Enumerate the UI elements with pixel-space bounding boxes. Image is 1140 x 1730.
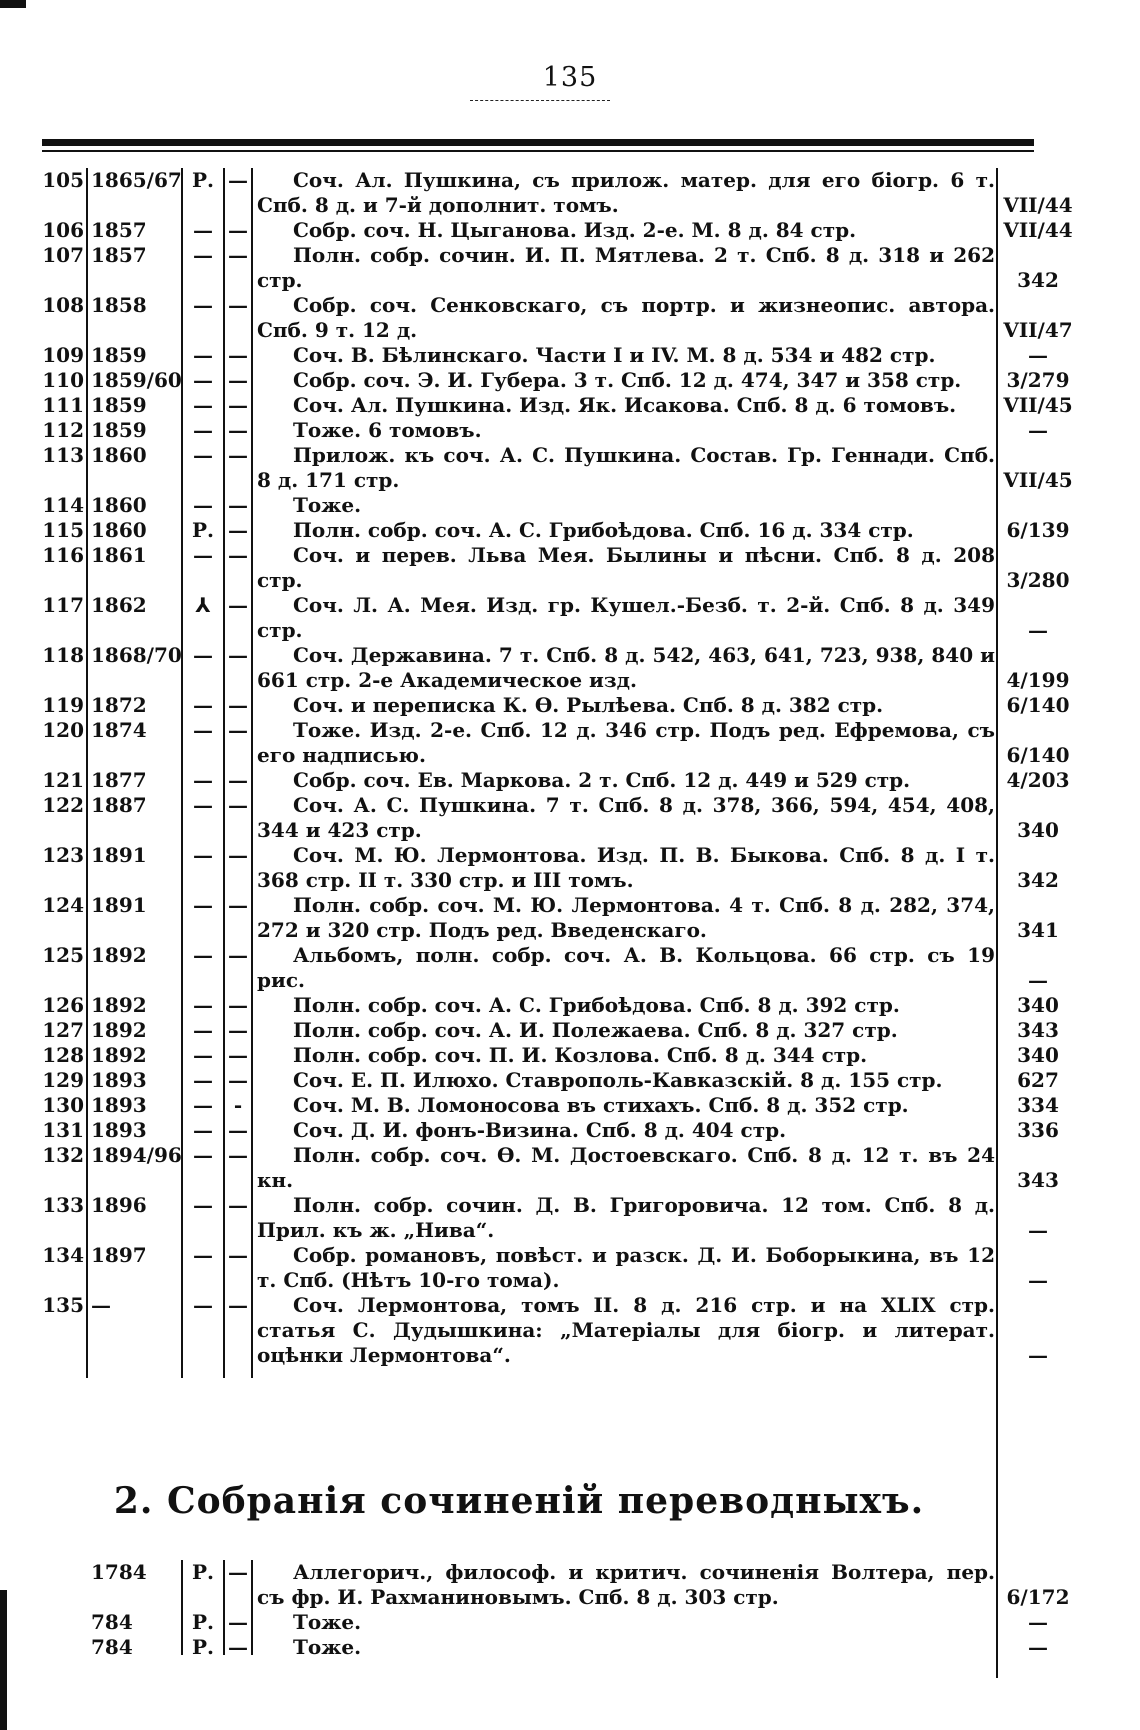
entry-description: Соч. и переписка К. Ѳ. Рылѣева. Спб. 8 д. 382 стр. — [293, 693, 884, 717]
entry-reference-cell — [1002, 1610, 1074, 1635]
entry-reference-cell — [1002, 593, 1074, 643]
entry-mark-2: — — [228, 493, 248, 517]
entry-mark-2: — — [228, 1143, 248, 1167]
table-row — [42, 443, 1073, 493]
entry-reference: — — [1028, 618, 1048, 642]
entry-year: 1877 — [91, 768, 147, 792]
entry-reference-cell — [1002, 1093, 1074, 1118]
entry-mark: — — [193, 1068, 213, 1092]
entry-reference-cell — [1002, 1293, 1074, 1368]
header-rule — [42, 139, 1034, 146]
entry-mark-2: — — [228, 1610, 248, 1634]
entry-description: Собр. соч. Э. И. Губера. 3 т. Спб. 12 д. 474, 347 и 358 стр. — [293, 368, 962, 392]
entry-year: 1865/67 — [91, 168, 182, 192]
scan-corner-mark — [0, 0, 26, 8]
entry-description: Полн. собр. соч. Ѳ. М. Достоевскаго. Спб. 8 д. 12 т. въ 24 кн. — [257, 1143, 995, 1192]
entry-description: Тоже. 6 томовъ. — [293, 418, 482, 442]
table-row — [42, 218, 1073, 243]
entry-mark-2: — — [228, 993, 248, 1017]
entry-description: Полн. собр. соч. М. Ю. Лермонтова. 4 т. Спб. 8 д. 282, 374, 272 и 320 стр. Подъ ред. Введенскаго. — [257, 893, 995, 942]
entry-reference-cell — [1002, 943, 1074, 993]
entry-reference: 3/279 — [1006, 368, 1070, 392]
entry-description: Полн. собр. соч. П. И. Козлова. Спб. 8 д. 344 стр. — [293, 1043, 868, 1067]
table-row — [42, 718, 1070, 768]
table-row — [42, 1018, 1059, 1043]
entry-mark: — — [193, 843, 213, 867]
entry-reference: 342 — [1017, 268, 1059, 292]
entry-reference-cell — [1002, 793, 1074, 843]
table-row — [42, 643, 1070, 693]
entry-number: 123 — [42, 843, 84, 867]
entry-mark-2: — — [228, 1243, 248, 1267]
entry-description: Собр. соч. Ев. Маркова. 2 т. Спб. 12 д. 449 и 529 стр. — [293, 768, 911, 792]
entry-year: 1894/96 — [91, 1143, 182, 1167]
entry-number — [42, 1560, 86, 1610]
entry-number: 126 — [42, 993, 84, 1017]
entry-number: 121 — [42, 768, 84, 792]
entry-year: 1859/60 — [91, 368, 182, 392]
entry-description: Тоже. — [293, 1610, 362, 1634]
entry-mark: — — [193, 1043, 213, 1067]
entry-reference: VII/44 — [1003, 193, 1073, 217]
entry-number: 125 — [42, 943, 84, 967]
entry-number: 110 — [42, 368, 84, 392]
entry-description: Тоже. Изд. 2-е. Спб. 12 д. 346 стр. Подъ ред. Ефремова, съ его надписью. — [257, 718, 995, 767]
entry-mark-2: — — [228, 1068, 248, 1092]
entry-mark-2: - — [233, 1093, 243, 1117]
entry-reference-cell — [1002, 218, 1074, 243]
table-row — [42, 593, 1048, 643]
entry-mark-2: — — [228, 518, 248, 542]
entry-description: Собр. соч. Н. Цыганова. Изд. 2-е. М. 8 д. 84 стр. — [293, 218, 857, 242]
entry-reference-cell — [1002, 243, 1074, 293]
entry-reference-cell — [1002, 418, 1074, 443]
entry-description: Собр. соч. Сенковскаго, съ портр. и жизнеопис. автора. Спб. 9 т. 12 д. — [257, 293, 995, 342]
entry-number: 135 — [42, 1293, 84, 1317]
entry-reference: VII/45 — [1003, 468, 1073, 492]
entry-year: 1859 — [91, 343, 147, 367]
entry-description: Соч. В. Бѣлинскаго. Части I и IV. М. 8 д. 534 и 482 стр. — [293, 343, 936, 367]
entry-year: 1872 — [91, 693, 147, 717]
entry-year: 1892 — [91, 943, 147, 967]
entry-mark: Р. — [191, 1635, 214, 1659]
entry-reference: 336 — [1017, 1118, 1059, 1142]
table-row — [42, 1043, 1059, 1068]
entry-mark: ⅄ — [195, 593, 211, 617]
entry-reference-cell — [1002, 1068, 1074, 1093]
entry-year: 1860 — [91, 443, 147, 467]
entry-mark: — — [193, 1093, 213, 1117]
entry-reference-cell — [1002, 368, 1074, 393]
entry-number: 134 — [42, 1243, 84, 1267]
entry-mark-2: — — [228, 718, 248, 742]
entry-reference: 340 — [1017, 818, 1059, 842]
entry-number: 108 — [42, 293, 84, 317]
entry-mark-2: — — [228, 368, 248, 392]
table-row — [42, 993, 1059, 1018]
entry-reference-cell — [1002, 1635, 1074, 1660]
entry-mark-2: — — [228, 1635, 248, 1659]
section-title: 2. Собранія сочиненій переводныхъ. — [113, 1480, 925, 1522]
table-row — [42, 543, 1070, 593]
entry-number: 112 — [42, 418, 84, 442]
entry-mark: — — [193, 418, 213, 442]
entry-reference-cell — [1002, 518, 1074, 543]
entry-mark: — — [193, 693, 213, 717]
table-row — [42, 393, 1073, 418]
entry-year: 1784 — [91, 1560, 147, 1584]
entry-mark-2: — — [228, 1043, 248, 1067]
entry-reference: 343 — [1017, 1168, 1059, 1192]
entry-year: 1868/70 — [91, 643, 182, 667]
entry-reference-cell — [1002, 693, 1074, 718]
entry-mark-2: — — [228, 1560, 248, 1584]
entry-number: 111 — [42, 393, 84, 417]
entry-reference: 341 — [1017, 918, 1059, 942]
entry-reference-cell — [1002, 443, 1074, 493]
table-row — [42, 1143, 1059, 1193]
entry-number: 115 — [42, 518, 84, 542]
entry-description: Соч. Лермонтова, томъ II. 8 д. 216 стр. и на XLIX стр. статья С. Дудышкина: „Матеріалы для біогр. и литерат. оцѣнки Лермонтова“. — [257, 1293, 995, 1367]
entry-reference: VII/47 — [1003, 318, 1073, 342]
entry-number: 119 — [42, 693, 84, 717]
entry-mark-2: — — [228, 243, 248, 267]
catalog-table-translated-works — [42, 1560, 1070, 1660]
entry-reference: 3/280 — [1006, 568, 1070, 592]
table-row — [42, 243, 1059, 293]
entry-number: 128 — [42, 1043, 84, 1067]
entry-mark-2: — — [228, 293, 248, 317]
entry-description: Соч. Ал. Пушкина, съ прилож. матер. для его біогр. 6 т. Спб. 8 д. и 7-й дополнит. томъ. — [257, 168, 995, 217]
entry-year: 1860 — [91, 518, 147, 542]
entry-year: 1893 — [91, 1068, 147, 1092]
entry-year: 1892 — [91, 993, 147, 1017]
entry-reference: 342 — [1017, 868, 1059, 892]
table-row — [42, 168, 1073, 218]
entry-description: Соч. и перев. Льва Мея. Былины и пѣсни. Спб. 8 д. 208 стр. — [257, 543, 995, 592]
entry-reference-cell — [1002, 1193, 1074, 1243]
entry-reference: — — [1028, 1268, 1048, 1292]
table-row — [42, 1293, 1048, 1368]
entry-mark-2: — — [228, 768, 248, 792]
entry-reference: — — [1028, 968, 1048, 992]
entry-mark: — — [193, 643, 213, 667]
entry-reference-cell — [1002, 993, 1074, 1018]
entry-year: 1862 — [91, 593, 147, 617]
entry-description: Полн. собр. соч. А. И. Полежаева. Спб. 8 д. 327 стр. — [293, 1018, 898, 1042]
entry-mark: — — [193, 1243, 213, 1267]
table-row — [42, 1635, 1048, 1660]
table-row — [42, 1243, 1048, 1293]
entry-year: 1893 — [91, 1093, 147, 1117]
entry-year: 1891 — [91, 893, 147, 917]
page-number: 135 — [542, 62, 598, 93]
entry-mark: — — [193, 943, 213, 967]
entry-reference: — — [1028, 418, 1048, 442]
entry-description: Полн. собр. сочин. И. П. Мятлева. 2 т. Спб. 8 д. 318 и 262 стр. — [257, 243, 995, 292]
entry-year: — — [91, 1293, 111, 1317]
entry-reference-cell — [1002, 493, 1074, 518]
entry-number: 122 — [42, 793, 84, 817]
entry-mark: — — [193, 768, 213, 792]
entry-reference-cell — [1002, 1560, 1074, 1610]
entry-number: 124 — [42, 893, 84, 917]
entry-reference: 343 — [1017, 1018, 1059, 1042]
entry-reference-cell — [1002, 393, 1074, 418]
entry-reference-cell — [1002, 1143, 1074, 1193]
catalog-table-original-works — [42, 168, 1073, 1368]
entry-reference-cell — [1002, 1118, 1074, 1143]
table-row — [42, 1118, 1059, 1143]
entry-mark-2: — — [228, 643, 248, 667]
table-row — [42, 293, 1073, 343]
table-row — [42, 493, 1034, 518]
entry-mark: — — [193, 993, 213, 1017]
entry-mark: — — [193, 493, 213, 517]
entry-reference: — — [1028, 1343, 1048, 1367]
entry-mark: — — [193, 543, 213, 567]
scan-edge-shadow — [0, 1590, 7, 1730]
entry-mark: — — [193, 718, 213, 742]
entry-description: Аллегорич., философ. и критич. сочиненія Волтера, пер. съ фр. И. Рахманиновымъ. Спб. 8 д. 303 стр. — [257, 1560, 995, 1609]
entry-mark: — — [193, 893, 213, 917]
entry-year: 1857 — [91, 218, 147, 242]
table-row — [42, 893, 1059, 943]
entry-mark: — — [193, 393, 213, 417]
entry-reference-cell — [1002, 343, 1074, 368]
entry-description: Соч. Ал. Пушкина. Изд. Як. Исакова. Спб. 8 д. 6 томовъ. — [293, 393, 957, 417]
entry-mark-2: — — [228, 443, 248, 467]
entry-year: 784 — [91, 1610, 133, 1634]
entry-mark: Р. — [191, 518, 214, 542]
entry-reference-cell — [1002, 843, 1074, 893]
entry-reference: — — [1028, 1610, 1048, 1634]
entry-reference: VII/44 — [1003, 218, 1073, 242]
entry-number: 106 — [42, 218, 84, 242]
table-row — [42, 768, 1070, 793]
table-row — [42, 1610, 1048, 1635]
table-row — [42, 418, 1048, 443]
entry-mark: — — [193, 1293, 213, 1317]
entry-mark: — — [193, 368, 213, 392]
entry-description: Соч. Д. И. фонъ-Визина. Спб. 8 д. 404 стр. — [293, 1118, 787, 1142]
entry-number: 118 — [42, 643, 84, 667]
entry-year: 1858 — [91, 293, 147, 317]
table-row — [42, 368, 1070, 393]
entry-description: Соч. Л. А. Мея. Изд. гр. Кушел.-Безб. т. 2-й. Спб. 8 д. 349 стр. — [257, 593, 995, 642]
table-row — [42, 693, 1070, 718]
entry-mark-2: — — [228, 893, 248, 917]
entry-description: Соч. Е. П. Илюхо. Ставрополь-Кавказскій. 8 д. 155 стр. — [293, 1068, 943, 1092]
entry-mark-2: — — [228, 418, 248, 442]
entry-mark: Р. — [191, 1560, 214, 1584]
entry-reference-cell — [1002, 643, 1074, 693]
entry-year: 1874 — [91, 718, 147, 742]
entry-number: 114 — [42, 493, 84, 517]
entry-year: 1887 — [91, 793, 147, 817]
entry-reference: 627 — [1017, 1068, 1059, 1092]
entry-year: 1897 — [91, 1243, 147, 1267]
entry-mark-2: — — [228, 168, 248, 192]
entry-reference-cell — [1002, 768, 1074, 793]
table-row — [42, 943, 1048, 993]
entry-number: 113 — [42, 443, 84, 467]
entry-mark: — — [193, 443, 213, 467]
entry-reference: — — [1028, 1218, 1048, 1242]
entry-description: Прилож. къ соч. А. С. Пушкина. Состав. Гр. Геннади. Спб. 8 д. 171 стр. — [257, 443, 995, 492]
entry-reference-cell — [1002, 1018, 1074, 1043]
entry-mark: — — [193, 293, 213, 317]
entry-number: 132 — [42, 1143, 84, 1167]
entry-number: 117 — [42, 593, 84, 617]
entry-reference: 6/140 — [1006, 693, 1070, 717]
header-rule-thin — [42, 150, 1034, 152]
entry-mark-2: — — [228, 593, 248, 617]
entry-year: 1861 — [91, 543, 147, 567]
entry-description: Полн. собр. сочин. Д. В. Григоровича. 12 том. Спб. 8 д. Прил. къ ж. „Нива“. — [257, 1193, 995, 1242]
entry-number: 133 — [42, 1193, 84, 1217]
entry-reference-cell — [1002, 718, 1074, 768]
entry-number: 129 — [42, 1068, 84, 1092]
entry-reference: — — [1028, 343, 1048, 367]
entry-number — [42, 1635, 86, 1660]
entry-mark: — — [193, 1018, 213, 1042]
entry-year: 1893 — [91, 1118, 147, 1142]
entry-reference-cell — [1002, 543, 1074, 593]
entry-year: 1859 — [91, 393, 147, 417]
entry-description: Соч. М. В. Ломоносова въ стихахъ. Спб. 8 д. 352 стр. — [293, 1093, 909, 1117]
entry-mark-2: — — [228, 1118, 248, 1142]
entry-year: 1896 — [91, 1193, 147, 1217]
entry-mark-2: — — [228, 218, 248, 242]
entry-mark-2: — — [228, 543, 248, 567]
entry-mark-2: — — [228, 843, 248, 867]
entry-reference-cell — [1002, 293, 1074, 343]
entry-description: Соч. Державина. 7 т. Спб. 8 д. 542, 463, 641, 723, 938, 840 и 661 стр. 2-е Академическое изд. — [257, 643, 995, 692]
entry-number: 127 — [42, 1018, 84, 1042]
entry-year: 1857 — [91, 243, 147, 267]
entry-number: 105 — [42, 168, 84, 192]
entry-reference: 340 — [1017, 1043, 1059, 1067]
entry-reference: 6/172 — [1006, 1585, 1070, 1609]
entry-description: Полн. собр. соч. А. С. Грибоѣдова. Спб. 8 д. 392 стр. — [293, 993, 900, 1017]
entry-reference: 4/199 — [1006, 668, 1070, 692]
entry-reference: 6/139 — [1006, 518, 1070, 542]
entry-description: Собр. романовъ, повѣст. и разск. Д. И. Боборыкина, въ 12 т. Спб. (Нѣтъ 10-го тома). — [257, 1243, 995, 1292]
entry-number: 130 — [42, 1093, 84, 1117]
entry-reference-cell — [1002, 168, 1074, 218]
entry-description: Тоже. — [293, 493, 362, 517]
entry-reference-cell — [1002, 1043, 1074, 1068]
table-row — [42, 793, 1059, 843]
entry-reference: 340 — [1017, 993, 1059, 1017]
entry-mark-2: — — [228, 793, 248, 817]
entry-mark-2: — — [228, 1018, 248, 1042]
entry-reference: 4/203 — [1006, 768, 1070, 792]
entry-mark: Р. — [191, 168, 214, 192]
entry-mark-2: — — [228, 393, 248, 417]
entry-mark: — — [193, 1118, 213, 1142]
entry-mark: — — [193, 218, 213, 242]
entry-number — [42, 1610, 86, 1635]
entry-mark: — — [193, 793, 213, 817]
entry-number: 116 — [42, 543, 84, 567]
table-row — [42, 1193, 1048, 1243]
entry-description: Соч. М. Ю. Лермонтова. Изд. П. В. Быкова. Спб. 8 д. I т. 368 стр. II т. 330 стр. и III томъ. — [257, 843, 995, 892]
entry-mark: — — [193, 1143, 213, 1167]
entry-mark-2: — — [228, 343, 248, 367]
entry-mark: — — [193, 243, 213, 267]
entry-reference: — — [1028, 1635, 1048, 1659]
entry-reference: 6/140 — [1006, 743, 1070, 767]
entry-reference-cell — [1002, 1243, 1074, 1293]
entry-reference-cell — [1002, 893, 1074, 943]
entry-description: Альбомъ, полн. собр. соч. А. В. Кольцова. 66 стр. съ 19 рис. — [257, 943, 995, 992]
entry-number: 120 — [42, 718, 84, 742]
entry-mark: — — [193, 343, 213, 367]
entry-reference: VII/45 — [1003, 393, 1073, 417]
entry-mark-2: — — [228, 693, 248, 717]
table-row — [42, 518, 1070, 543]
entry-number: 131 — [42, 1118, 84, 1142]
entry-year: 1892 — [91, 1043, 147, 1067]
entry-description: Тоже. — [293, 1635, 362, 1659]
table-row — [42, 1093, 1059, 1118]
entry-year: 784 — [91, 1635, 133, 1659]
entry-mark: — — [193, 1193, 213, 1217]
entry-mark: Р. — [191, 1610, 214, 1634]
table-row — [42, 1068, 1059, 1093]
table-row — [42, 1560, 1070, 1610]
table-row — [42, 343, 1048, 368]
entry-description: Полн. собр. соч. А. С. Грибоѣдова. Спб. 16 д. 334 стр. — [293, 518, 914, 542]
entry-mark-2: — — [228, 943, 248, 967]
entry-mark-2: — — [228, 1293, 248, 1317]
entry-year: 1859 — [91, 418, 147, 442]
entry-number: 109 — [42, 343, 84, 367]
entry-year: 1860 — [91, 493, 147, 517]
entry-description: Соч. А. С. Пушкина. 7 т. Спб. 8 д. 378, 366, 594, 454, 408, 344 и 423 стр. — [257, 793, 995, 842]
page-number-underline — [470, 100, 610, 101]
table-row — [42, 843, 1059, 893]
entry-year: 1892 — [91, 1018, 147, 1042]
entry-year: 1891 — [91, 843, 147, 867]
entry-number: 107 — [42, 243, 84, 267]
entry-reference: 334 — [1017, 1093, 1059, 1117]
entry-mark-2: — — [228, 1193, 248, 1217]
